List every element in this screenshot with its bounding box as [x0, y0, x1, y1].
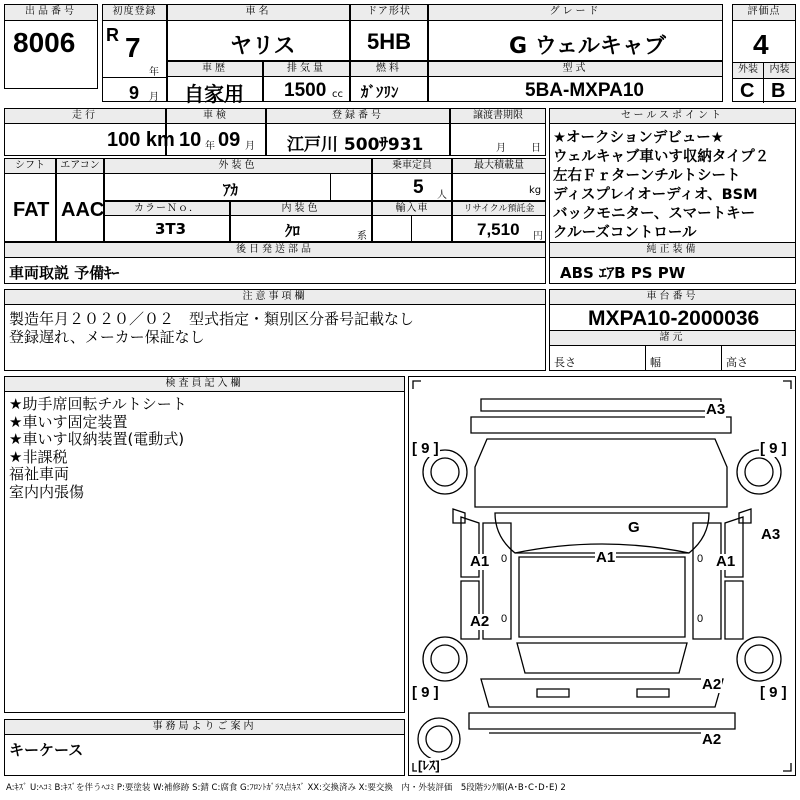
- inspector-line: ★車いす固定装置: [9, 412, 128, 431]
- aircon-box: [56, 158, 104, 242]
- sales-points-list: [553, 129, 769, 243]
- genuine-equipment-box: [549, 242, 796, 284]
- chassis-box: [549, 289, 796, 371]
- sales-point: ★オークションデビュー★: [553, 130, 724, 146]
- inspector-box: [4, 376, 405, 713]
- damage-mark: A3: [761, 526, 781, 543]
- damage-mark: [ 9 ]: [760, 440, 787, 457]
- damage-mark: A3: [706, 401, 726, 418]
- damage-mark: A2: [470, 613, 490, 630]
- notes-box: [4, 289, 546, 371]
- fuel-header: 燃料: [350, 61, 428, 77]
- capacity-box: [372, 158, 452, 201]
- import-header: 輸入車: [372, 201, 452, 216]
- damage-mark: A1: [596, 549, 616, 566]
- inspection-month-unit: 月: [245, 141, 255, 152]
- damage-mark: [ 9 ]: [412, 440, 439, 457]
- ext-color-value: ｱｶ: [223, 181, 239, 199]
- history-value: 自家用: [184, 82, 244, 106]
- inspection-month: 09: [218, 129, 241, 151]
- max-load-header: 最大積載量: [452, 158, 546, 174]
- transfer-box: [450, 108, 546, 156]
- specs-header: 諸元: [549, 330, 796, 346]
- sales-point: クルーズコントロール: [553, 225, 697, 241]
- damage-mark: [ 9 ]: [760, 684, 787, 701]
- damage-mark: A1: [716, 553, 736, 570]
- mileage-box: [4, 108, 175, 156]
- first-reg-month: 9: [129, 83, 140, 103]
- transfer-header: 譲渡書期限: [450, 108, 546, 124]
- first-reg-month-unit: 月: [149, 92, 159, 103]
- sales-point: バックモニター、スマートキー: [553, 206, 756, 222]
- note-line: 登録遅れ、メーカー保証なし: [9, 328, 205, 346]
- damage-mark: G: [628, 519, 640, 536]
- displacement-box: [263, 61, 350, 102]
- ext-color-box: [104, 158, 372, 201]
- inspector-header: 検査員記入欄: [4, 376, 405, 392]
- grade-header: グレード: [428, 4, 723, 21]
- score-box: [732, 4, 796, 102]
- first-reg-year: 7: [125, 32, 141, 63]
- color-no-header: カラーＮｏ．: [104, 201, 230, 216]
- inspector-line: ★助手席回転チルトシート: [9, 395, 187, 413]
- first-reg-box: [102, 4, 167, 102]
- car-name-value: ヤリス: [230, 34, 296, 59]
- capacity-value: 5: [413, 177, 424, 198]
- damage-mark: A2: [702, 676, 722, 693]
- office-header: 事務局よりご案内: [4, 719, 405, 735]
- damage-mark: A2: [702, 731, 722, 748]
- diagram-zero: 0: [697, 613, 704, 625]
- mileage-value: 100 km: [107, 129, 175, 151]
- inspection-year-unit: 年: [205, 141, 215, 152]
- history-box: [167, 61, 263, 106]
- score-exterior-header: 外装: [732, 62, 764, 79]
- door-header: ドア形状: [350, 4, 428, 21]
- notes-header: 注意事項欄: [4, 289, 546, 305]
- diagram-zero: 0: [501, 613, 508, 625]
- first-reg-divider: [102, 77, 167, 78]
- color-no-value: 3T3: [155, 220, 187, 238]
- inspection-box: [166, 108, 266, 156]
- score-exterior: C: [740, 80, 755, 102]
- fuel-value: ｶﾞｿﾘﾝ: [361, 83, 399, 101]
- score-value: 4: [753, 29, 769, 60]
- damage-mark: [ 9 ]: [412, 684, 439, 701]
- transfer-month-unit: 月: [496, 143, 506, 154]
- int-color-unit: 系: [357, 231, 367, 242]
- ext-color-header: 外装色: [104, 158, 372, 174]
- shift-header: シフト: [4, 158, 56, 174]
- specs-width: 幅: [650, 356, 661, 369]
- sales-points-header: セールスポイント: [549, 108, 796, 124]
- genuine-equipment-header: 純正装備: [549, 242, 796, 258]
- first-reg-era: R: [106, 25, 119, 45]
- chassis-value: MXPA10-2000036: [588, 307, 760, 330]
- inspector-line: 室内内張傷: [9, 482, 85, 501]
- damage-mark: [ﾚｽ]: [418, 758, 440, 773]
- first-reg-year-unit: 年: [149, 67, 159, 78]
- genuine-equipment-value: ABS ｴｱB PS PW: [560, 264, 686, 282]
- aircon-header: エアコン: [56, 158, 104, 174]
- damage-mark: A1: [470, 553, 490, 570]
- aircon-value: AAC: [61, 199, 105, 221]
- int-color-value: ｸﾛ: [285, 222, 301, 240]
- shift-value: FAT: [13, 199, 50, 221]
- car-diagram: [409, 377, 795, 775]
- shift-box: [4, 158, 56, 242]
- diagram-zero: 0: [697, 553, 704, 565]
- score-divider: [763, 62, 764, 103]
- specs-divider-1: [645, 345, 646, 371]
- deferred-parts-box: [4, 242, 546, 284]
- deferred-parts-header: 後日発送部品: [4, 242, 546, 258]
- sales-point: 左右Ｆｒターンチルトシート: [553, 168, 741, 184]
- inspection-year: 10: [179, 129, 202, 151]
- fuel-box: [350, 61, 428, 102]
- max-load-box: [452, 158, 546, 201]
- office-box: [4, 719, 405, 776]
- model-box: [428, 61, 723, 102]
- sales-point: ウェルキャブ車いす収納タイプ２: [553, 149, 770, 165]
- history-header: 車歴: [167, 61, 263, 77]
- max-load-unit: kg: [529, 185, 542, 196]
- displacement-unit: cc: [332, 89, 343, 100]
- grade-value: G ウェルキャブ: [509, 34, 666, 59]
- chassis-header: 車台番号: [549, 289, 796, 305]
- specs-length: 長さ: [554, 356, 576, 369]
- grade-box: [428, 4, 723, 61]
- sales-points-box: [549, 108, 796, 256]
- recycle-unit: 円: [533, 231, 543, 242]
- model-header: 型式: [428, 61, 723, 77]
- car-diagram-box: [408, 376, 796, 776]
- deferred-parts-value: 車両取説 予備ｷｰ: [9, 264, 120, 282]
- specs-height: 高さ: [726, 356, 748, 369]
- inspector-line: ★車いす収納装置(電動式): [9, 430, 185, 448]
- model-value: 5BA-MXPA10: [525, 80, 644, 101]
- plate-value: 江戸川 500ｻ931: [287, 135, 424, 155]
- door-box: [350, 4, 428, 61]
- door-value: 5HB: [367, 29, 412, 54]
- notes-list: [9, 310, 414, 346]
- legend: A:ｷｽﾞ U:ﾍｺﾐ B:ｷｽﾞを伴うﾍｺﾐ P:要塗装 W:補修跡 S:錆 C:腐食 G:ﾌﾛﾝﾄｶﾞﾗｽ点ｷｽﾞ XX:交換済み X:要交換 内・外装評価 5段階ﾗﾝｸ順(A･B･C･D･E) 2: [6, 783, 566, 793]
- plate-header: 登録番号: [266, 108, 450, 124]
- color-no-box: [104, 201, 230, 242]
- capacity-header: 乗車定員: [372, 158, 452, 174]
- transfer-day-unit: 日: [531, 143, 541, 154]
- plate-box: [266, 108, 450, 156]
- inspection-header: 車検: [166, 108, 266, 124]
- inspector-line: 福祉車両: [9, 465, 70, 483]
- lot-header: 出品番号: [4, 4, 98, 21]
- displacement-value: 1500: [284, 80, 327, 101]
- note-line: 製造年月２０２０／０２ 型式指定・類別区分番号記載なし: [9, 310, 415, 328]
- import-box: [372, 201, 452, 242]
- lot-number: 8006: [13, 27, 76, 58]
- car-name-header: 車名: [167, 4, 350, 21]
- specs-divider-2: [721, 345, 722, 371]
- recycle-header: リサイクル預託金: [452, 201, 546, 216]
- score-interior: B: [771, 80, 786, 102]
- sales-point: ディスプレイオーディオ、BSM: [553, 187, 758, 203]
- recycle-value: 7,510: [477, 220, 520, 239]
- capacity-unit: 人: [437, 190, 447, 201]
- inspector-line: ★非課税: [9, 447, 68, 466]
- first-reg-header: 初度登録: [102, 4, 167, 21]
- office-value: キーケース: [9, 741, 84, 759]
- diagram-zero: 0: [501, 553, 508, 565]
- score-header: 評価点: [732, 4, 796, 21]
- ext-color-divider: [330, 174, 331, 201]
- lot-box: [4, 4, 98, 89]
- displacement-header: 排気量: [263, 61, 350, 77]
- score-interior-header: 内装: [763, 62, 796, 79]
- import-divider: [411, 216, 412, 242]
- int-color-box: [230, 201, 372, 242]
- recycle-box: [452, 201, 546, 242]
- mileage-header: 走行: [4, 108, 166, 124]
- car-name-box: [167, 4, 350, 61]
- int-color-header: 内装色: [230, 201, 372, 216]
- inspector-list: [9, 396, 187, 501]
